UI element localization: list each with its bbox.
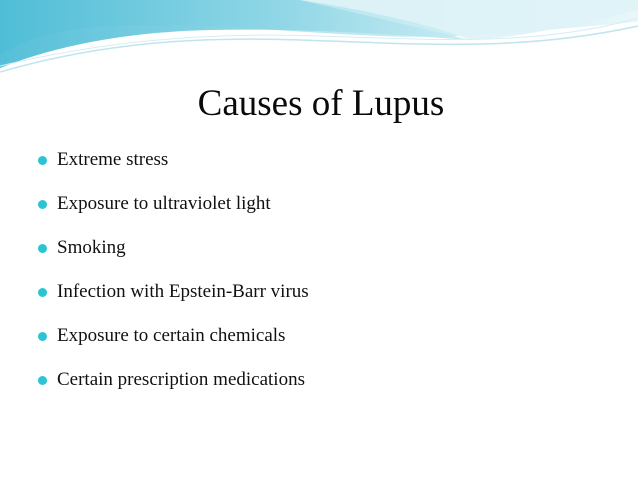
bullet-text: Exposure to ultraviolet light [57, 193, 271, 214]
slide-title: Causes of Lupus [197, 83, 445, 124]
bullet-dot-icon [38, 332, 47, 341]
bullet-dot-icon [38, 288, 47, 297]
bullet-dot-icon [38, 376, 47, 385]
bullet-dot-icon [38, 200, 47, 209]
bullet-list [0, 146, 620, 410]
list-item [0, 278, 620, 322]
bullet-text: Smoking [57, 237, 126, 258]
bullet-text: Infection with Epstein-Barr virus [57, 281, 309, 302]
bullet-dot-icon [38, 156, 47, 165]
list-item [0, 190, 620, 234]
header-wave-decoration [0, 0, 638, 80]
bullet-text: Extreme stress [57, 149, 169, 170]
list-item [0, 322, 620, 366]
list-item [0, 366, 620, 410]
bullet-text: Certain prescription medications [57, 369, 305, 390]
bullet-dot-icon [38, 244, 47, 253]
list-item [0, 234, 620, 278]
bullet-text: Exposure to certain chemicals [57, 325, 286, 346]
list-item [0, 146, 620, 190]
